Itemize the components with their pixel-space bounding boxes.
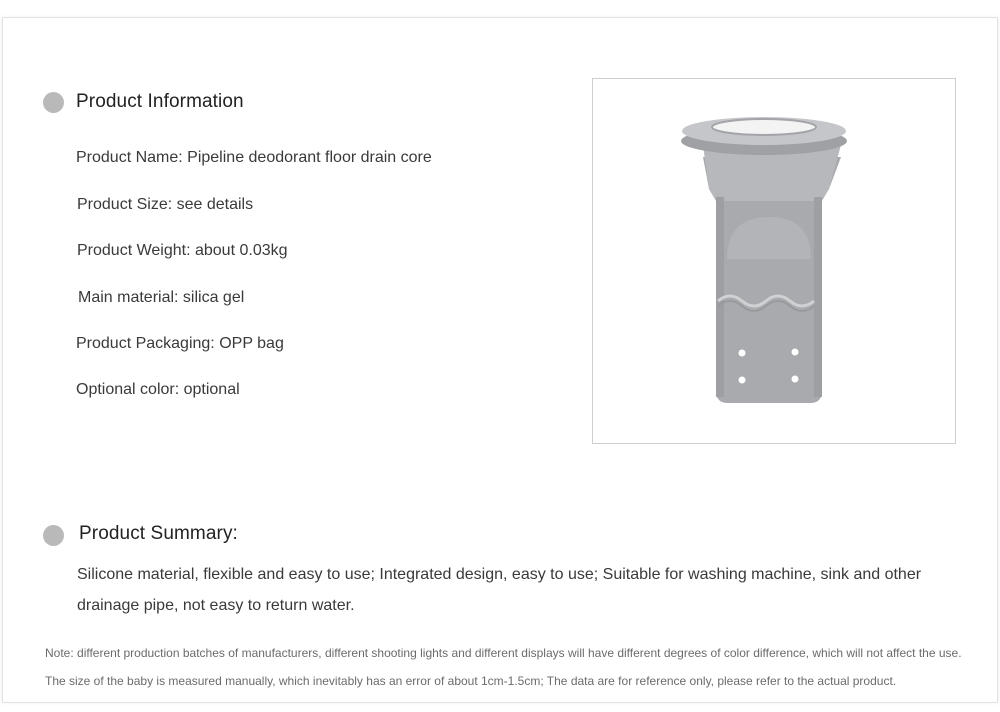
- floor-drain-core-icon: [593, 79, 955, 443]
- note-color-difference: Note: different production batches of manufacturers, different shooting lights and different displays will have different degrees of color difference, which will not affect the use.: [45, 646, 962, 660]
- spec-product-packaging: Product Packaging: OPP bag: [76, 335, 284, 352]
- section-bullet-icon: [43, 92, 64, 113]
- product-summary-heading: Product Summary:: [79, 523, 238, 544]
- product-info-heading: Product Information: [76, 91, 244, 112]
- section-bullet-icon: [43, 525, 64, 546]
- spec-main-material: Main material: silica gel: [78, 289, 245, 306]
- spec-product-size: Product Size: see details: [77, 196, 254, 213]
- note-size-error: The size of the baby is measured manually, which inevitably has an error of about 1cm-1.5cm; The data are for reference only, please refer to the actual product.: [45, 674, 897, 688]
- product-image-frame: [592, 78, 956, 444]
- spec-optional-color: Optional color: optional: [76, 381, 240, 398]
- spec-product-weight: Product Weight: about 0.03kg: [77, 242, 288, 259]
- spec-product-name: Product Name: Pipeline deodorant floor drain core: [76, 149, 432, 166]
- product-summary-text: Silicone material, flexible and easy to use; Integrated design, easy to use; Suitable for washing machine, sink and other drainage pipe, not easy to return water.: [77, 566, 922, 614]
